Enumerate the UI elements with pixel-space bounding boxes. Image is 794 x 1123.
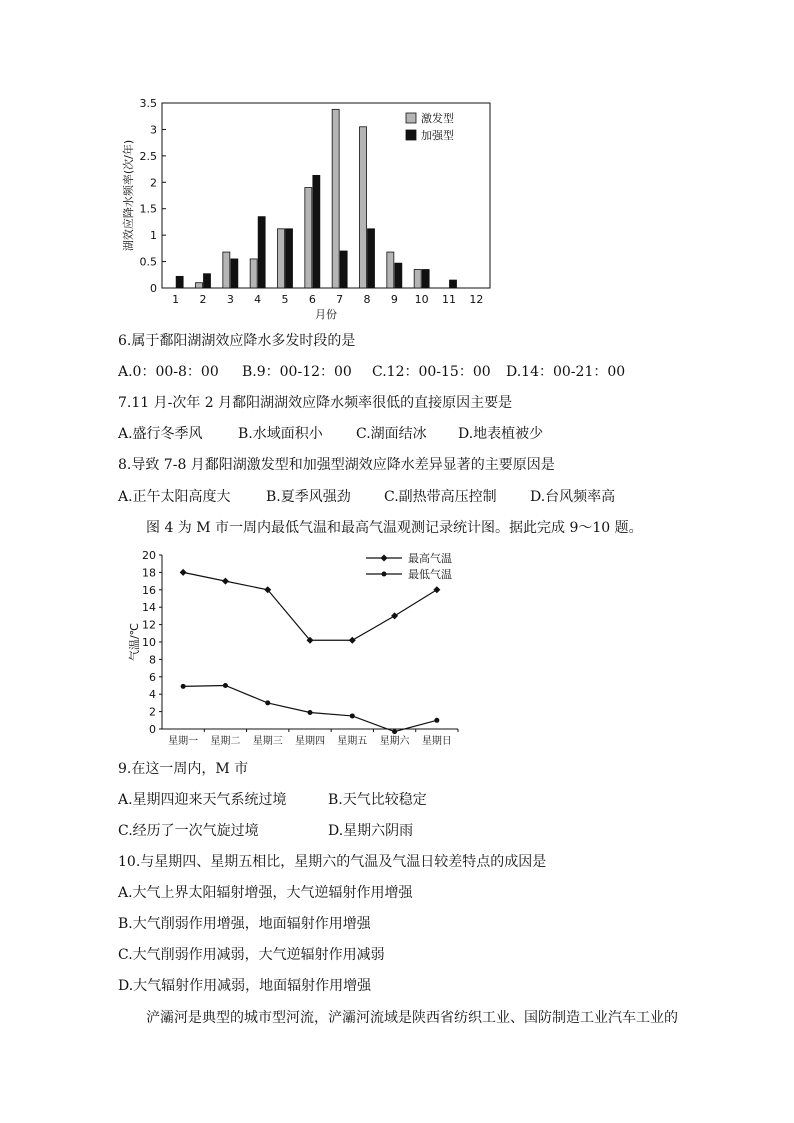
legend-label: 最低气温	[408, 568, 452, 581]
question-9-option-d: D.星期六阴雨	[328, 823, 414, 839]
question-7-option-a: A.盛行冬季风	[118, 426, 203, 442]
x-tick-label: 星期三	[252, 736, 283, 747]
x-tick-label: 3	[226, 293, 234, 306]
question-10-option-c: C.大气削弱作用减弱，大气逆辐射作用减弱	[118, 947, 385, 963]
y-tick-label: 1.5	[139, 202, 157, 216]
bar-triggered	[387, 252, 394, 288]
question-8-option-c: C.副热带高压控制	[384, 489, 497, 505]
legend-swatch	[406, 130, 416, 140]
question-6-option-c: C.12：00-15：00	[372, 364, 491, 380]
y-tick-label: 6	[149, 670, 156, 684]
x-tick-label: 2	[199, 293, 207, 306]
min-temp-point	[308, 710, 313, 715]
x-tick-label: 星期二	[210, 736, 241, 747]
x-axis-label: 月份	[315, 308, 337, 321]
y-tick-label: 20	[142, 549, 156, 562]
question-8-option-a: A.正午太阳高度大	[118, 489, 231, 505]
weekly-temperature-line-chart	[118, 545, 468, 750]
bar-enhanced	[204, 274, 211, 288]
x-tick-label: 8	[363, 293, 371, 306]
y-tick-label: 12	[142, 618, 156, 632]
y-tick-label: 3.5	[139, 97, 157, 110]
bar-enhanced	[368, 229, 375, 288]
x-tick-label: 9	[390, 293, 398, 306]
max-temp-point	[433, 586, 440, 593]
legend-marker	[381, 555, 388, 562]
y-tick-label: 10	[142, 636, 156, 649]
x-tick-label: 12	[469, 293, 484, 306]
y-tick-label: 0.5	[139, 255, 157, 269]
bar-enhanced	[258, 217, 265, 288]
y-tick-label: 4	[149, 688, 156, 702]
y-tick-label: 1	[150, 229, 157, 243]
question-10-option-a: A.大气上界太阳辐射增强，大气逆辐射作用增强	[118, 885, 413, 901]
y-axis-label: 湖效应降水频率(次/年)	[122, 139, 135, 252]
x-tick-label: 11	[442, 293, 456, 306]
min-temp-point	[392, 729, 397, 734]
x-tick-label: 1	[172, 293, 180, 306]
x-tick-label: 7	[336, 293, 344, 306]
min-temp-point	[181, 684, 186, 689]
x-tick-label: 星期五	[337, 736, 368, 747]
question-10-option-d: D.大气辐射作用减弱，地面辐射作用增强	[118, 978, 372, 994]
bar-triggered	[250, 259, 257, 288]
bar-enhanced	[231, 259, 238, 288]
bar-enhanced	[340, 251, 347, 288]
question-9-option-b: B.天气比较稳定	[328, 792, 427, 808]
bar-enhanced	[395, 263, 402, 288]
y-tick-label: 3	[150, 123, 157, 137]
y-tick-label: 2	[150, 176, 157, 190]
y-tick-label: 0	[150, 282, 157, 295]
min-temp-line	[183, 686, 437, 732]
y-axis-label: 气温/℃	[128, 622, 141, 662]
y-tick-label: 8	[149, 653, 156, 667]
min-temp-point	[223, 683, 228, 688]
y-tick-label: 18	[142, 566, 156, 580]
x-tick-label: 星期日	[421, 736, 452, 747]
y-tick-label: 0	[149, 723, 156, 736]
bar-triggered	[360, 127, 367, 288]
x-tick-label: 4	[254, 293, 262, 306]
question-9-stem: 9.在这一周内，M 市	[118, 761, 249, 777]
question-7-stem: 7.11 月-次年 2 月鄱阳湖湖效应降水频率很低的直接原因主要是	[118, 395, 513, 411]
max-temp-line	[183, 572, 437, 640]
question-6-option-a: A.0：00-8：00	[118, 364, 219, 380]
x-tick-label: 星期六	[379, 736, 410, 747]
min-temp-point	[350, 713, 355, 718]
legend-label: 激发型	[421, 112, 454, 125]
bar-triggered	[196, 283, 203, 288]
bar-enhanced	[176, 276, 183, 288]
bar-enhanced	[422, 270, 429, 289]
legend-swatch	[406, 113, 416, 123]
question-7-option-d: D.地表植被少	[458, 426, 544, 442]
x-tick-label: 6	[308, 293, 316, 306]
legend-label: 加强型	[421, 129, 454, 142]
max-temp-point	[222, 578, 229, 585]
question-9-option-a: A.星期四迎来天气系统过境	[118, 792, 287, 808]
max-temp-point	[180, 569, 187, 576]
next-passage-text: 浐灞河是典型的城市型河流，浐灞河流域是陕西省纺织工业、国防制造工业汽车工业的	[146, 1010, 678, 1026]
bar-enhanced	[450, 280, 457, 288]
x-tick-label: 星期一	[168, 736, 199, 747]
question-9-option-c: C.经历了一次气旋过境	[118, 823, 259, 839]
question-10-stem: 10.与星期四、星期五相比，星期六的气温及气温日较差特点的成因是	[118, 854, 547, 870]
question-6-option-d: D.14：00-21：00	[506, 364, 626, 380]
max-temp-point	[349, 637, 356, 644]
min-temp-point	[434, 718, 439, 723]
max-temp-point	[391, 612, 398, 619]
legend-marker	[382, 572, 387, 577]
y-tick-label: 2	[149, 705, 156, 719]
y-tick-label: 2.5	[139, 149, 157, 163]
legend-label: 最高气温	[408, 552, 452, 565]
bar-triggered	[278, 229, 285, 288]
x-tick-label: 10	[414, 293, 429, 306]
question-6-stem: 6.属于鄱阳湖湖效应降水多发时段的是	[118, 333, 356, 349]
question-10-option-b: B.大气削弱作用增强，地面辐射作用增强	[118, 916, 371, 932]
question-7-option-b: B.水域面积小	[238, 426, 323, 442]
bar-triggered	[223, 252, 230, 288]
bar-enhanced	[286, 229, 293, 288]
question-8-stem: 8.导致 7-8 月鄱阳湖激发型和加强型湖效应降水差异显著的主要原因是	[118, 457, 555, 473]
min-temp-point	[265, 700, 270, 705]
y-tick-label: 16	[142, 583, 156, 597]
intro-9-10: 图 4 为 M 市一周内最低气温和最高气温观测记录统计图。据此完成 9～10 题。	[146, 520, 643, 536]
question-8-option-d: D.台风频率高	[530, 489, 616, 505]
x-tick-label: 5	[281, 293, 289, 306]
x-tick-label: 星期四	[295, 736, 325, 747]
question-7-option-c: C.湖面结冰	[356, 426, 427, 442]
lake-effect-precipitation-bar-chart	[118, 95, 498, 323]
bar-enhanced	[313, 175, 320, 288]
y-tick-label: 14	[142, 601, 156, 615]
question-8-option-b: B.夏季风强劲	[266, 489, 351, 505]
bar-triggered	[414, 270, 421, 289]
bar-triggered	[332, 109, 339, 288]
question-6-option-b: B.9：00-12：00	[242, 364, 352, 380]
bar-triggered	[305, 188, 312, 288]
